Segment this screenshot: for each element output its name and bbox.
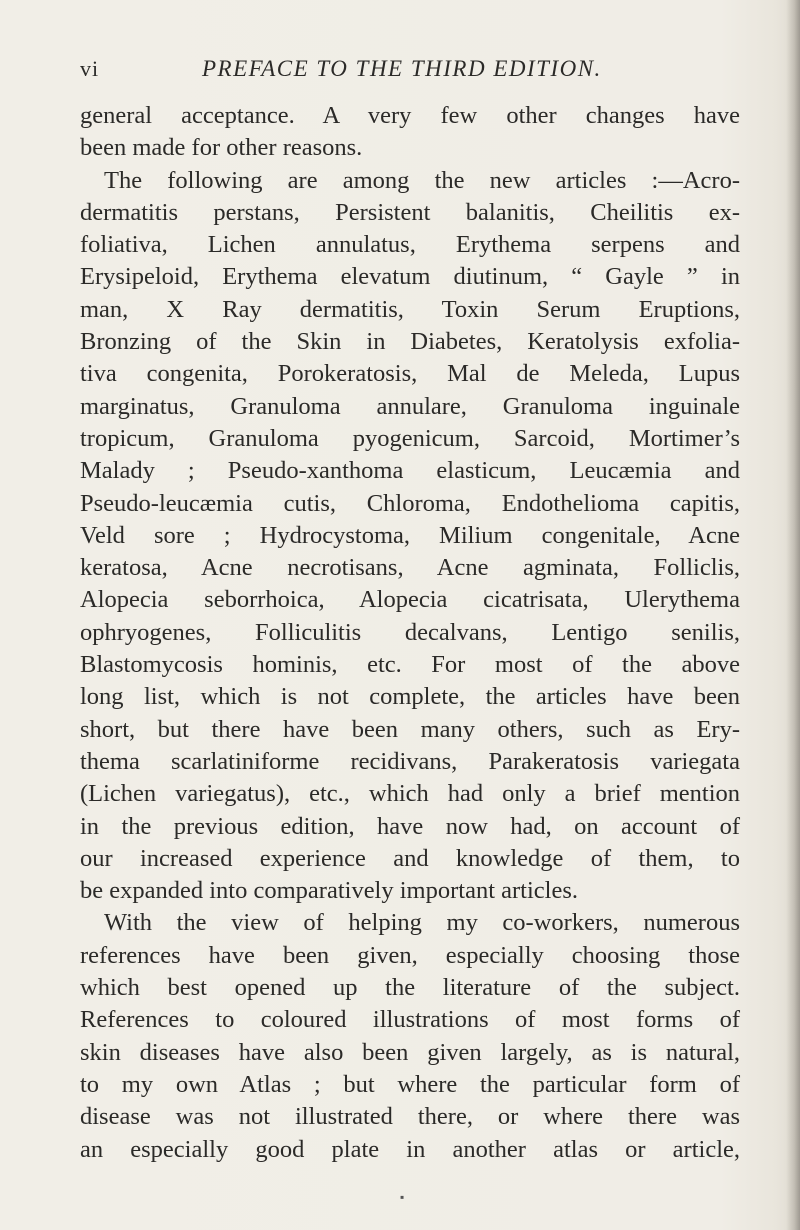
running-head [80,56,740,86]
text-line: marginatus, Granuloma annulare, Granuloma inguinale [80,392,740,420]
text-line: been made for other reasons. [80,134,363,162]
text-line: Alopecia seborrhoica, Alopecia cicatrisata, Ulerythema [80,586,740,614]
text-line: Blastomycosis hominis, etc. For most of the above [80,651,740,679]
text-line: in the previous edition, have now had, on account of [80,812,740,840]
text-line: Malady ; Pseudo-xanthoma elasticum, Leucæmia and [80,457,740,485]
text-line: be expanded into comparatively important articles. [80,877,578,905]
text-line: Bronzing of the Skin in Diabetes, Keratolysis exfolia- [80,328,740,356]
body-text [80,100,740,1166]
text-line: skin diseases have also been given largely, as is natural, [80,1038,740,1066]
text-line: an especially good plate in another atlas or article, [80,1135,740,1163]
text-line: (Lichen variegatus), etc., which had only a brief mention [80,780,740,808]
text-line: short, but there have been many others, such as Ery- [80,715,740,743]
text-line: Erysipeloid, Erythema elevatum diutinum, “ Gayle ” in [80,263,740,291]
text-line: references have been given, especially choosing those [80,941,740,969]
text-line: keratosa, Acne necrotisans, Acne agminata, Folliclis, [80,554,740,582]
running-head-title: PREFACE TO THE THIRD EDITION. [202,56,602,81]
page-edge-shadow [786,0,800,1230]
text-line: our increased experience and knowledge of them, to [80,844,740,872]
text-line: With the view of helping my co-workers, numerous [104,909,740,937]
text-line: References to coloured illustrations of most forms of [80,1006,740,1034]
text-line: general acceptance. A very few other changes have [80,102,740,129]
page-number: vi [80,56,100,81]
text-line: to my own Atlas ; but where the particular form of [80,1070,740,1098]
text-line: thema scarlatiniforme recidivans, Parakeratosis variegata [80,747,740,775]
text-line: ophryogenes, Folliculitis decalvans, Lentigo senilis, [80,618,740,646]
text-line: foliativa, Lichen annulatus, Erythema serpens and [80,231,740,259]
text-line: The following are among the new articles :—Acro- [104,166,740,194]
text-line: long list, which is not complete, the articles have been [80,683,740,711]
text-line: tropicum, Granuloma pyogenicum, Sarcoid, Mortimer’s [80,424,740,452]
text-line: dermatitis perstans, Persistent balanitis, Cheilitis ex- [80,198,740,226]
ink-speck: ▪ [400,1190,405,1204]
text-line: Pseudo-leucæmia cutis, Chloroma, Endothelioma capitis, [80,489,740,517]
text-line: man, X Ray dermatitis, Toxin Serum Eruptions, [80,295,740,323]
text-line: Veld sore ; Hydrocystoma, Milium congenitale, Acne [80,521,740,549]
text-line: which best opened up the literature of the subject. [80,974,740,1002]
text-line: disease was not illustrated there, or where there was [80,1103,740,1131]
text-line: tiva congenita, Porokeratosis, Mal de Meleda, Lupus [80,360,740,388]
